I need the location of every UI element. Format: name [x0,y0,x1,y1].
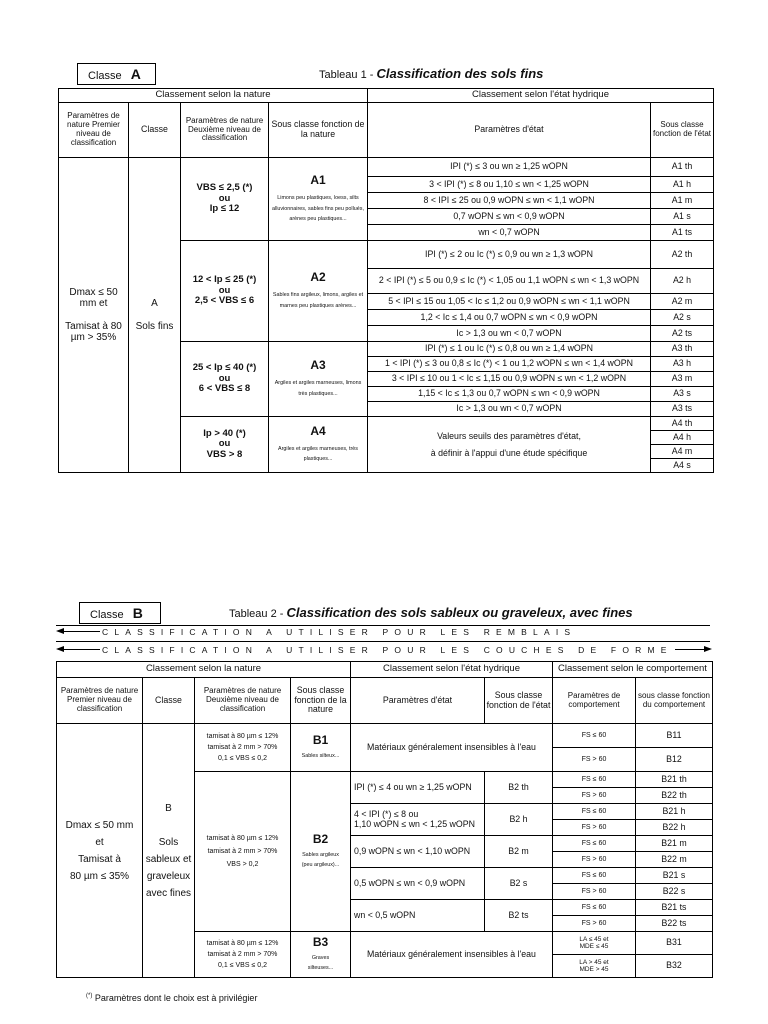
subclass-code: B2 [312,831,329,846]
col-header-sous-classe: Sous classe fonction de la nature [269,103,368,158]
state-subclass: A2 ts [651,326,714,342]
behaviour-subclass: B12 [636,748,713,772]
behaviour-parameter: FS > 60 [553,788,636,804]
state-parameter: Ic > 1,3 ou wn < 0,7 wOPN [368,326,651,342]
col-header-sous-classe: Sous classe fonction de la nature [291,678,351,724]
mid-rule [56,641,710,642]
state-subclass: A3 m [651,372,714,387]
state-subclass: A4 s [651,459,714,473]
state-subclass: A3 s [651,387,714,402]
state-parameter: Matériaux généralement insensibles à l'eau [351,932,553,978]
table1-title [319,66,543,81]
subclass-description: Sables argileux (peu argileux)... [301,851,340,869]
state-parameter: 1,2 < Ic ≤ 1,4 ou 0,7 wOPN ≤ wn < 0,9 wOPN [368,310,651,326]
table-row [59,158,714,177]
col-header-sous-classe-etat: Sous classe fonction de l'état [651,103,714,158]
behaviour-subclass: B11 [636,724,713,748]
subclass-code: A1 [310,172,326,187]
state-parameter: 0,5 wOPN ≤ wn < 0,9 wOPN [351,868,485,900]
col-header-classe: Classe [143,678,195,724]
behaviour-parameter: FS ≤ 60 [553,724,636,748]
classe-b-box [79,602,161,624]
state-subclass: B2 s [485,868,553,900]
behaviour-subclass: B21 m [636,836,713,852]
subclass-description: Sables silteux... [301,753,340,760]
behaviour-parameter: FS > 60 [553,820,636,836]
behaviour-parameter: FS ≤ 60 [553,804,636,820]
subclass-description: Limons peu plastiques, loess, silts alluvionnaires, sables fins peu pollués, arènes peu plastiques... [272,195,364,222]
state-parameter: 2 < IPI (*) ≤ 5 ou 0,9 ≤ Ic (*) < 1,05 ou 1,1 wOPN ≤ wn < 1,3 wOPN [368,269,651,294]
behaviour-subclass: B21 s [636,868,713,884]
arrow-remblais-text: CLASSIFICATION A UTILISER POUR LES REMBLAIS [102,627,577,637]
classe-label: Classe [90,609,124,621]
behaviour-subclass: B21 th [636,772,713,788]
state-subclass: B2 th [485,772,553,804]
col-header-param1: Paramètres de nature Premier niveau de classification [57,678,143,724]
behaviour-subclass: B22 s [636,884,713,900]
header-hydrique: Classement selon l'état hydrique [351,662,553,678]
subclass-nature-cell [269,241,368,342]
arrow-remblais [56,626,577,638]
col-header-etat: Paramètres d'état [351,678,485,724]
col-header-etat: Paramètres d'état [368,103,651,158]
behaviour-parameter: FS > 60 [553,916,636,932]
state-parameter: 0,7 wOPN ≤ wn < 0,9 wOPN [368,209,651,225]
subclass-code: A3 [310,358,326,373]
table-2 [56,661,713,978]
subclass-code: B1 [312,732,329,747]
state-subclass: A4 m [651,445,714,459]
behaviour-subclass: B32 [636,955,713,978]
subclass-nature-cell [291,932,351,978]
table-1 [58,88,714,473]
subclass-code: A4 [310,423,326,438]
behaviour-parameter: LA ≤ 45 et MDE ≤ 45 [553,932,636,955]
behaviour-subclass: B21 h [636,804,713,820]
subclass-nature-cell [291,724,351,772]
state-parameter: 3 < IPI ≤ 10 ou 1 < Ic ≤ 1,15 ou 0,9 wOPN ≤ wn < 1,2 wOPN [368,372,651,387]
header-comportement: Classement selon le comportement [553,662,713,678]
subclass-description: Argiles et argiles marneuses, très plastiques... [278,445,358,463]
classe-b-cell: B Sols sableux et graveleux avec fines [143,724,195,978]
state-subclass: A4 h [651,431,714,445]
classe-letter: B [132,605,143,621]
behaviour-parameter: FS ≤ 60 [553,836,636,852]
arrow-couches [56,644,712,656]
behaviour-parameter: FS > 60 [553,852,636,868]
state-parameter: 5 < IPI ≤ 15 ou 1,05 < Ic ≤ 1,2 ou 0,9 wOPN ≤ wn < 1,1 wOPN [368,294,651,310]
behaviour-parameter: FS > 60 [553,748,636,772]
behaviour-parameter: FS > 60 [553,884,636,900]
state-parameter: IPI (*) ≤ 4 ou wn ≥ 1,25 wOPN [351,772,485,804]
subclass-description: Graves silteuses... [307,954,334,972]
behaviour-subclass: B22 m [636,852,713,868]
state-subclass: A4 th [651,417,714,431]
second-level-criteria: tamisat à 80 µm ≤ 12% tamisat à 2 mm > 70% 0,1 ≤ VBS ≤ 0,2 [195,932,291,978]
state-parameter: IPI (*) ≤ 3 ou wn ≥ 1,25 wOPN [368,158,651,177]
state-parameter: 0,9 wOPN ≤ wn < 1,10 wOPN [351,836,485,868]
state-subclass: B2 m [485,836,553,868]
table-row [57,662,713,678]
state-subclass: A3 th [651,342,714,357]
footnote-text: Paramètres dont le choix est à privilégier [94,993,258,1003]
footnote-mark: (*) [86,993,93,999]
arrow-right-icon [704,646,712,652]
second-level-criteria: tamisat à 80 µm ≤ 12% tamisat à 2 mm > 70% 0,1 ≤ VBS ≤ 0,2 [195,724,291,772]
first-level-criteria: Dmax ≤ 50 mm et Tamisat à 80 µm ≤ 35% [57,724,143,978]
col-header-classe: Classe [129,103,181,158]
behaviour-subclass: B22 th [636,788,713,804]
header-hydrique: Classement selon l'état hydrique [368,89,714,103]
subclass-description: Sables fins argileux, limons, argiles et marnes peu plastiques arènes... [272,292,364,309]
header-nature: Classement selon la nature [57,662,351,678]
state-subclass: B2 h [485,804,553,836]
state-parameter: 1,15 < Ic ≤ 1,3 ou 0,7 wOPN ≤ wn < 0,9 wOPN [368,387,651,402]
state-parameter: 1 < IPI (*) ≤ 3 ou 0,8 ≤ Ic (*) < 1 ou 1,2 wOPN ≤ wn < 1,4 wOPN [368,357,651,372]
title-prefix: Tableau 2 - [229,608,284,620]
second-level-criteria: Ip > 40 (*) ou VBS > 8 [181,417,269,473]
state-subclass: A1 s [651,209,714,225]
subclass-nature-cell [269,158,368,241]
behaviour-subclass: B22 h [636,820,713,836]
classe-label: Classe [88,70,122,82]
behaviour-parameter: FS ≤ 60 [553,772,636,788]
subclass-nature-cell [291,772,351,932]
arrow-couches-text: CLASSIFICATION A UTILISER POUR LES COUCHES DE FORME [102,645,673,655]
state-subclass: A1 th [651,158,714,177]
state-subclass: B2 ts [485,900,553,932]
col-header-param-comport: Paramètres de comportement [553,678,636,724]
state-parameter: Matériaux généralement insensibles à l'eau [351,724,553,772]
behaviour-subclass: B31 [636,932,713,955]
state-subclass: A2 m [651,294,714,310]
title-main: Classification des sols fins [376,66,544,81]
classe-letter: A [130,66,141,82]
header-nature: Classement selon la nature [59,89,368,103]
state-parameter: IPI (*) ≤ 2 ou Ic (*) ≤ 0,9 ou wn ≥ 1,3 wOPN [368,241,651,269]
state-subclass: A1 m [651,193,714,209]
state-parameter: wn < 0,5 wOPN [351,900,485,932]
col-header-sous-classe-etat: Sous classe fonction de l'état [485,678,553,724]
subclass-description: Argiles et argiles marneuses, limons très plastiques... [274,380,362,397]
state-subclass: A2 th [651,241,714,269]
state-subclass: A3 ts [651,402,714,417]
state-subclass: A1 ts [651,225,714,241]
table-row [59,89,714,103]
second-level-criteria: 12 < Ip ≤ 25 (*) ou 2,5 < VBS ≤ 6 [181,241,269,342]
subclass-nature-cell [269,417,368,473]
subclass-nature-cell [269,342,368,417]
state-parameter: IPI (*) ≤ 1 ou Ic (*) ≤ 0,8 ou wn ≥ 1,4 wOPN [368,342,651,357]
col-header-param2: Paramètres de nature Deuxième niveau de classification [181,103,269,158]
state-subclass: A3 h [651,357,714,372]
state-parameter: Ic > 1,3 ou wn < 0,7 wOPN [368,402,651,417]
state-parameter: 3 < IPI (*) ≤ 8 ou 1,10 ≤ wn < 1,25 wOPN [368,177,651,193]
subclass-code: A2 [310,270,326,285]
col-header-param2: Paramètres de nature Deuxième niveau de classification [195,678,291,724]
state-parameter: Valeurs seuils des paramètres d'état, à définir à l'appui d'une étude spécifique [368,417,651,473]
behaviour-parameter: FS ≤ 60 [553,900,636,916]
subclass-code: B3 [312,934,329,949]
state-subclass: A2 h [651,269,714,294]
behaviour-parameter: LA > 45 et MDE > 45 [553,955,636,978]
title-main: Classification des sols sableux ou graveleux, avec fines [286,605,633,620]
state-subclass: A2 s [651,310,714,326]
behaviour-subclass: B22 ts [636,916,713,932]
first-level-criteria: Dmax ≤ 50 mm et Tamisat à 80 µm > 35% [59,158,129,473]
table-row [59,103,714,158]
second-level-criteria: tamisat à 80 µm ≤ 12% tamisat à 2 mm > 70% VBS > 0,2 [195,772,291,932]
table-row [57,678,713,724]
second-level-criteria: VBS ≤ 2,5 (*) ou Ip ≤ 12 [181,158,269,241]
table-row [57,724,713,748]
state-subclass: A1 h [651,177,714,193]
title-prefix: Tableau 1 - [319,69,374,81]
state-parameter: wn < 0,7 wOPN [368,225,651,241]
table2-title [229,605,633,620]
classe-a-cell: A Sols fins [129,158,181,473]
footnote [86,993,257,1003]
col-header-param1: Paramètres de nature Premier niveau de classification [59,103,129,158]
behaviour-subclass: B21 ts [636,900,713,916]
classe-a-box [77,63,156,85]
col-header-sous-classe-comport: sous classe fonction du comportement [636,678,713,724]
behaviour-parameter: FS ≤ 60 [553,868,636,884]
second-level-criteria: 25 < Ip ≤ 40 (*) ou 6 < VBS ≤ 8 [181,342,269,417]
state-parameter: 8 < IPI ≤ 25 ou 0,9 wOPN ≤ wn < 1,1 wOPN [368,193,651,209]
state-parameter: 4 < IPI (*) ≤ 8 ou 1,10 wOPN ≤ wn < 1,25 wOPN [351,804,485,836]
